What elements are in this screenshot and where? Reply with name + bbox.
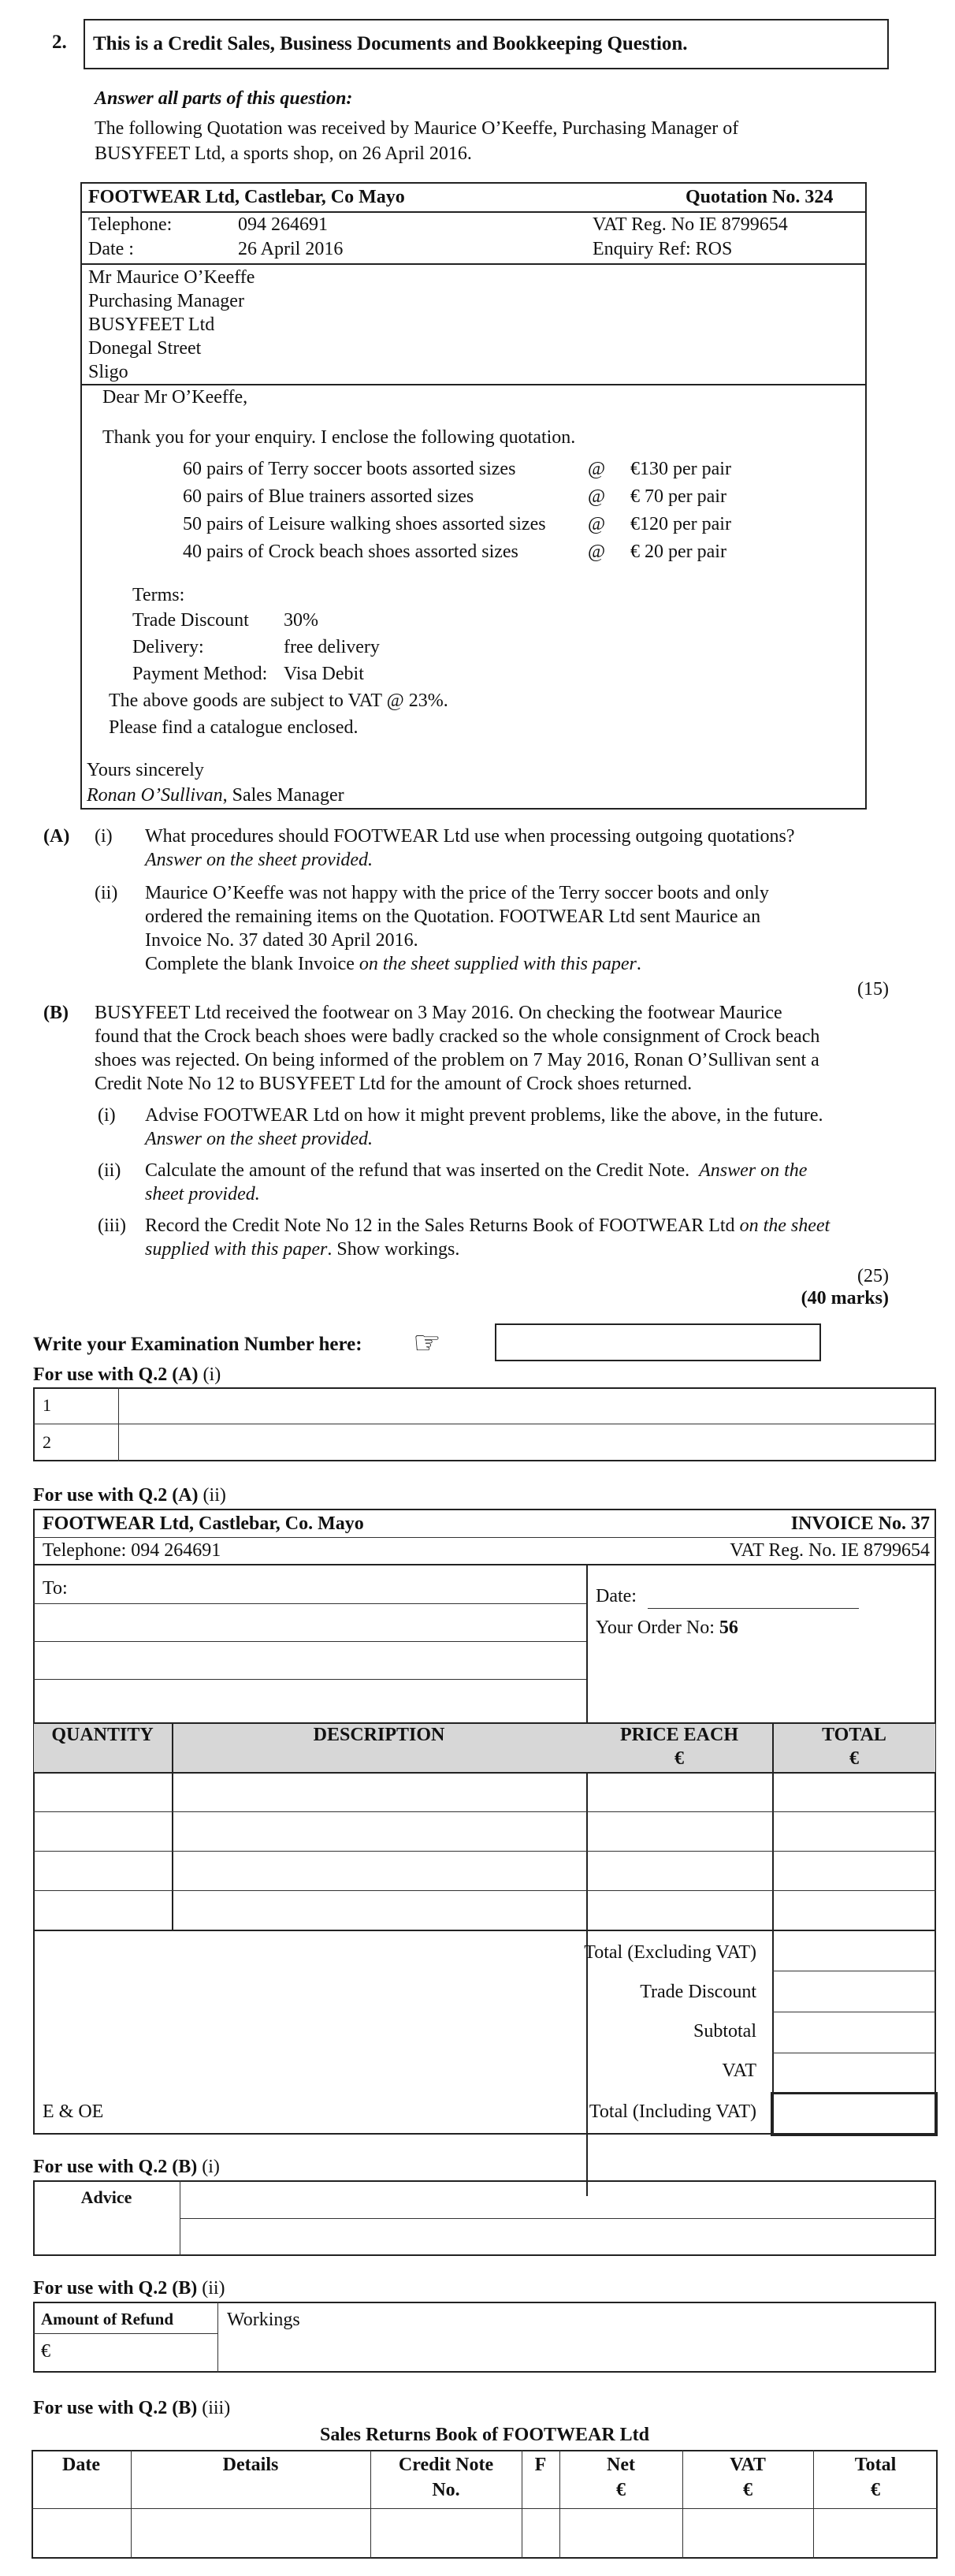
trade-discount-label: Trade Discount <box>640 1982 756 2002</box>
text-run: Record the Credit Note No 12 in the Sales Returns Book of FOOTWEAR Ltd <box>145 1215 740 1236</box>
total-excl-vat-label: Total (Excluding VAT) <box>584 1942 756 1963</box>
sr-folio-field[interactable] <box>523 2511 558 2556</box>
pointing-hand-icon: ☞ <box>413 1325 441 1361</box>
quotation-tel-label: Telephone: <box>88 214 173 235</box>
exam-number-input[interactable] <box>495 1323 821 1361</box>
part-b-line: Credit Note No 12 to BUSYFEET Ltd for the amount of Crock shoes returned. <box>95 1074 693 1094</box>
subtotal-label: Subtotal <box>693 2021 756 2042</box>
quotation-body: Thank you for your enquiry. I enclose the following quotation. <box>102 427 576 448</box>
col-quantity: QUANTITY <box>51 1725 154 1745</box>
sr-details-field[interactable] <box>132 2511 369 2556</box>
text-run: (ii) <box>198 1485 226 1506</box>
text-run: For use with Q.2 (A) <box>33 1485 199 1506</box>
trade-discount-field[interactable] <box>774 1972 935 2010</box>
term-value: 30% <box>284 610 318 631</box>
quote-item-price: €130 per pair <box>630 459 731 479</box>
quote-item-desc: 60 pairs of Blue trainers assorted sizes <box>183 486 474 507</box>
part-b-line: BUSYFEET Ltd received the footwear on 3 May 2016. On checking the footwear Maurice <box>95 1003 782 1023</box>
advice-label: Advice <box>80 2187 132 2207</box>
part-a-marks: (15) <box>857 979 889 1000</box>
row-number: 2 <box>43 1432 51 1452</box>
text-run: on the sheet <box>739 1215 831 1236</box>
answer-field-1[interactable] <box>121 1390 933 1422</box>
term-label: Delivery: <box>132 637 204 657</box>
text-run: Your Order No: <box>596 1617 719 1638</box>
answer-field-2[interactable] <box>121 1427 933 1458</box>
invoice-item-row[interactable] <box>35 1774 935 1810</box>
part-b-iii-text <box>145 1238 459 1261</box>
euro-sign: € <box>41 2341 50 2362</box>
quotation-number: Quotation No. 324 <box>686 187 834 207</box>
intro-line-1: The following Quotation was received by Maurice O’Keeffe, Purchasing Manager of <box>95 118 739 139</box>
quotation-date: 26 April 2016 <box>238 239 344 259</box>
sheet-b-ii-heading <box>33 2276 225 2300</box>
vat-label: VAT <box>722 2060 756 2081</box>
sign-name: Ronan O’Sullivan <box>87 785 223 806</box>
to-address-field[interactable] <box>35 1605 585 1640</box>
subtotal-field[interactable] <box>774 2013 935 2051</box>
refund-amount-field[interactable] <box>63 2336 214 2369</box>
sr-date-field[interactable] <box>33 2511 129 2556</box>
part-b-i-text: Advise FOOTWEAR Ltd on how it might prevent problems, like the above, in the future. <box>145 1105 823 1126</box>
part-a-ii-num: (ii) <box>95 883 118 903</box>
text-run: (iii) <box>197 2398 231 2418</box>
term-label: Payment Method: <box>132 664 268 684</box>
sign-title: , Sales Manager <box>222 785 344 806</box>
col-date: Date <box>62 2455 100 2475</box>
text-run: For use with Q.2 (B) <box>33 2398 198 2418</box>
address-line: Sligo <box>88 362 128 382</box>
total-incl-vat-field[interactable] <box>771 2092 938 2136</box>
to-label: To: <box>43 1578 68 1599</box>
part-b-label: (B) <box>43 1003 69 1023</box>
quotation-tel: 094 264691 <box>238 214 328 235</box>
part-b-ii-num: (ii) <box>98 1160 121 1181</box>
part-a-i-num: (i) <box>95 826 113 847</box>
text-run: . <box>636 954 641 974</box>
total-incl-vat-label: Total (Including VAT) <box>589 2101 756 2122</box>
part-b-marks: (25) <box>857 1266 889 1286</box>
col-total-unit: € <box>849 1748 859 1769</box>
e-and-oe: E & OE <box>43 2101 104 2122</box>
invoice-item-row[interactable] <box>35 1852 935 1889</box>
address-line: Donegal Street <box>88 338 202 359</box>
question-number: 2. <box>52 32 67 53</box>
part-a-ii-line: ordered the remaining items on the Quotation. FOOTWEAR Ltd sent Maurice an <box>145 906 761 927</box>
sheet-b-iii-heading <box>33 2396 230 2420</box>
row-number: 1 <box>43 1395 51 1415</box>
text-run: (ii) <box>197 2278 225 2299</box>
part-a-ii-line: Maurice O’Keeffe was not happy with the price of the Terry soccer boots and only <box>145 883 769 903</box>
question-title: This is a Credit Sales, Business Documents and Bookkeeping Question. <box>93 33 688 54</box>
part-a-ii-line: Invoice No. 37 dated 30 April 2016. <box>145 930 418 951</box>
quotation-enquiry: Enquiry Ref: ROS <box>593 239 733 259</box>
at-symbol: @ <box>588 486 606 507</box>
col-folio: F <box>534 2455 547 2475</box>
intro-line-2: BUSYFEET Ltd, a sports shop, on 26 April 2016. <box>95 143 472 164</box>
invoice-item-row[interactable] <box>35 1813 935 1849</box>
text-run: Complete the blank Invoice <box>145 954 359 974</box>
col-net: Net <box>607 2455 635 2475</box>
col-details: Details <box>222 2455 279 2475</box>
sr-total-field[interactable] <box>815 2511 936 2556</box>
total-excl-vat-field[interactable] <box>774 1933 935 1969</box>
quote-item-desc: 50 pairs of Leisure walking shoes assorted sizes <box>183 514 546 534</box>
part-b-ii-text <box>145 1159 807 1182</box>
sheet-a-i-heading <box>33 1363 221 1387</box>
advice-field-1[interactable] <box>183 2183 933 2217</box>
catalogue-note: Please find a catalogue enclosed. <box>109 717 359 738</box>
text-run: supplied with this paper <box>145 1239 328 1260</box>
col-price-unit: € <box>674 1748 684 1769</box>
refund-label: Amount of Refund <box>41 2310 174 2328</box>
text-run: For use with Q.2 (B) <box>33 2157 198 2177</box>
address-line: Mr Maurice O’Keeffe <box>88 267 255 288</box>
col-description: DESCRIPTION <box>313 1725 445 1745</box>
closing: Yours sincerely <box>87 760 204 780</box>
workings-label: Workings <box>227 2310 300 2330</box>
invoice-vat: VAT Reg. No. IE 8799654 <box>730 1540 930 1561</box>
part-a-label: (A) <box>43 826 70 847</box>
at-symbol: @ <box>588 542 606 562</box>
text-run: (i) <box>197 2157 220 2177</box>
part-a-i-note: Answer on the sheet provided. <box>145 850 373 870</box>
term-label: Trade Discount <box>132 610 249 631</box>
terms-label: Terms: <box>132 585 185 605</box>
text-run: For use with Q.2 (B) <box>33 2278 198 2299</box>
col-credit-note: Credit Note <box>398 2455 494 2475</box>
at-symbol: @ <box>588 459 606 479</box>
part-b-line: shoes was rejected. On being informed of the problem on 7 May 2016, Ronan O’Sullivan sent a <box>95 1050 819 1070</box>
text-run: (i) <box>198 1364 221 1385</box>
part-b-ii-note: sheet provided. <box>145 1184 260 1204</box>
invoice-date-label: Date: <box>596 1586 637 1606</box>
invoice-item-row[interactable] <box>35 1892 935 1928</box>
address-line: BUSYFEET Ltd <box>88 315 215 335</box>
to-address-field[interactable] <box>35 1681 585 1715</box>
text-run: on the sheet supplied with this paper <box>359 954 637 974</box>
part-b-line: found that the Crock beach shoes were badly cracked so the whole consignment of Crock beach <box>95 1026 820 1047</box>
col-total: Total <box>854 2455 897 2475</box>
col-vat-unit: € <box>743 2480 752 2500</box>
invoice-number: INVOICE No. 37 <box>790 1513 930 1534</box>
invoice-tel: Telephone: 094 264691 <box>43 1540 221 1561</box>
part-a-i-text: What procedures should FOOTWEAR Ltd use when processing outgoing quotations? <box>145 826 795 847</box>
address-line: Purchasing Manager <box>88 291 244 311</box>
instruction: Answer all parts of this question: <box>95 88 353 109</box>
quote-item-desc: 40 pairs of Crock beach shoes assorted sizes <box>183 542 518 562</box>
vat-field[interactable] <box>774 2054 935 2092</box>
col-credit-note-sub: No. <box>432 2480 460 2500</box>
sheet-b-i-heading <box>33 2155 220 2179</box>
sr-credit-note-field[interactable] <box>372 2511 520 2556</box>
quote-item-price: €120 per pair <box>630 514 731 534</box>
text-run: . Show workings. <box>327 1239 460 1260</box>
invoice-heading <box>33 1483 226 1507</box>
total-marks: (40 marks) <box>801 1288 889 1308</box>
invoice-company: FOOTWEAR Ltd, Castlebar, Co. Mayo <box>43 1513 364 1534</box>
your-order <box>596 1616 738 1640</box>
col-total: TOTAL <box>822 1725 886 1745</box>
salutation: Dear Mr O’Keeffe, <box>102 387 248 408</box>
part-b-iii-num: (iii) <box>98 1215 126 1236</box>
at-symbol: @ <box>588 514 606 534</box>
quote-item-desc: 60 pairs of Terry soccer boots assorted sizes <box>183 459 516 479</box>
quotation-company: FOOTWEAR Ltd, Castlebar, Co Mayo <box>88 187 405 207</box>
exam-number-label: Write your Examination Number here: <box>33 1334 362 1355</box>
text-run: Calculate the amount of the refund that was inserted on the Credit Note. <box>145 1160 690 1181</box>
part-b-i-num: (i) <box>98 1105 116 1126</box>
part-b-iii-text <box>145 1214 830 1238</box>
part-b-i-note: Answer on the sheet provided. <box>145 1129 373 1149</box>
sr-net-field[interactable] <box>561 2511 681 2556</box>
text-run: For use with Q.2 (A) <box>33 1364 199 1385</box>
quotation-vat: VAT Reg. No IE 8799654 <box>593 214 788 235</box>
quote-item-price: € 70 per pair <box>630 486 726 507</box>
advice-field-2[interactable] <box>183 2221 933 2254</box>
quotation-date-label: Date : <box>88 239 134 259</box>
term-value: Visa Debit <box>284 664 364 684</box>
invoice-date-field[interactable] <box>648 1583 859 1608</box>
col-net-unit: € <box>616 2480 626 2500</box>
signature <box>87 784 344 807</box>
col-total-unit: € <box>871 2480 880 2500</box>
text-run: 56 <box>719 1617 738 1638</box>
col-price-each: PRICE EACH <box>619 1725 738 1745</box>
workings-field[interactable] <box>221 2333 933 2369</box>
quote-item-price: € 20 per pair <box>630 542 726 562</box>
term-value: free delivery <box>284 637 380 657</box>
sales-returns-title: Sales Returns Book of FOOTWEAR Ltd <box>319 2425 650 2445</box>
part-a-ii-line <box>145 952 641 976</box>
text-run: Answer on the <box>699 1160 808 1181</box>
sr-vat-field[interactable] <box>684 2511 812 2556</box>
to-address-field[interactable] <box>35 1643 585 1677</box>
vat-note: The above goods are subject to VAT @ 23%. <box>109 691 448 711</box>
col-vat: VAT <box>730 2455 766 2475</box>
